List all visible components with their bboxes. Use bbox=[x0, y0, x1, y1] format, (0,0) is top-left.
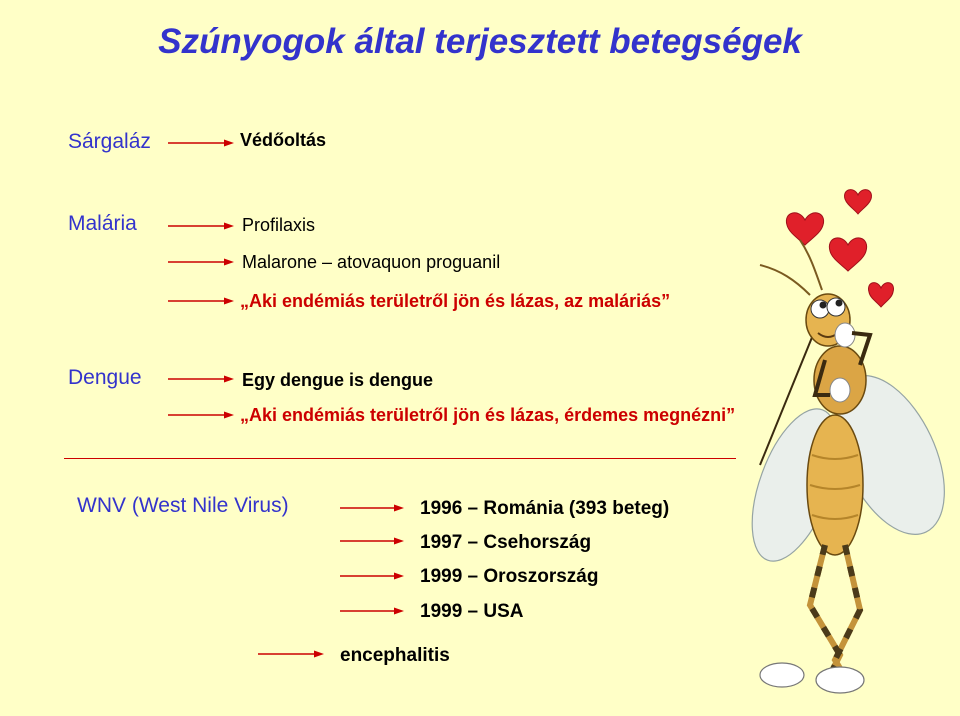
dengue-item-2: „Aki endémiás területről jön és lázas, érdemes megnézni” bbox=[240, 405, 736, 425]
wnv-item-3: 1999 – Oroszország bbox=[420, 566, 599, 587]
disease-label-sargalaz: Sárgaláz bbox=[68, 130, 151, 153]
malaria-item-2: Malarone – atovaquon proguanil bbox=[242, 252, 501, 272]
arrow-icon bbox=[258, 648, 324, 660]
wnv-item-4: 1999 – USA bbox=[420, 601, 524, 622]
heart-icon bbox=[786, 190, 893, 307]
wnv-item-1: 1996 – Románia (393 beteg) bbox=[420, 498, 670, 519]
arrow-icon bbox=[340, 605, 404, 617]
arrow-icon bbox=[340, 535, 404, 547]
wnv-item-2: 1997 – Csehország bbox=[420, 532, 592, 553]
arrow-icon bbox=[168, 409, 234, 421]
divider-line bbox=[64, 458, 736, 459]
slide-title: Szúnyogok által terjesztett betegségek bbox=[158, 22, 802, 61]
disease-label-wnv: WNV (West Nile Virus) bbox=[77, 494, 289, 517]
sargalaz-item-1: Védőoltás bbox=[240, 130, 327, 150]
arrow-icon bbox=[168, 295, 234, 307]
wnv-extra-encephalitis: encephalitis bbox=[340, 645, 450, 666]
dengue-item-1: Egy dengue is dengue bbox=[242, 370, 434, 390]
malaria-item-1: Profilaxis bbox=[242, 215, 316, 235]
mosquito-illustration bbox=[740, 185, 955, 713]
disease-label-malaria: Malária bbox=[68, 212, 137, 235]
arrow-icon bbox=[340, 502, 404, 514]
disease-label-dengue: Dengue bbox=[68, 366, 142, 389]
arrow-icon bbox=[168, 373, 234, 385]
arrow-icon bbox=[340, 570, 404, 582]
arrow-icon bbox=[168, 220, 234, 232]
arrow-icon bbox=[168, 137, 234, 149]
malaria-item-3: „Aki endémiás területről jön és lázas, az maláriás” bbox=[240, 291, 671, 311]
arrow-icon bbox=[168, 256, 234, 268]
